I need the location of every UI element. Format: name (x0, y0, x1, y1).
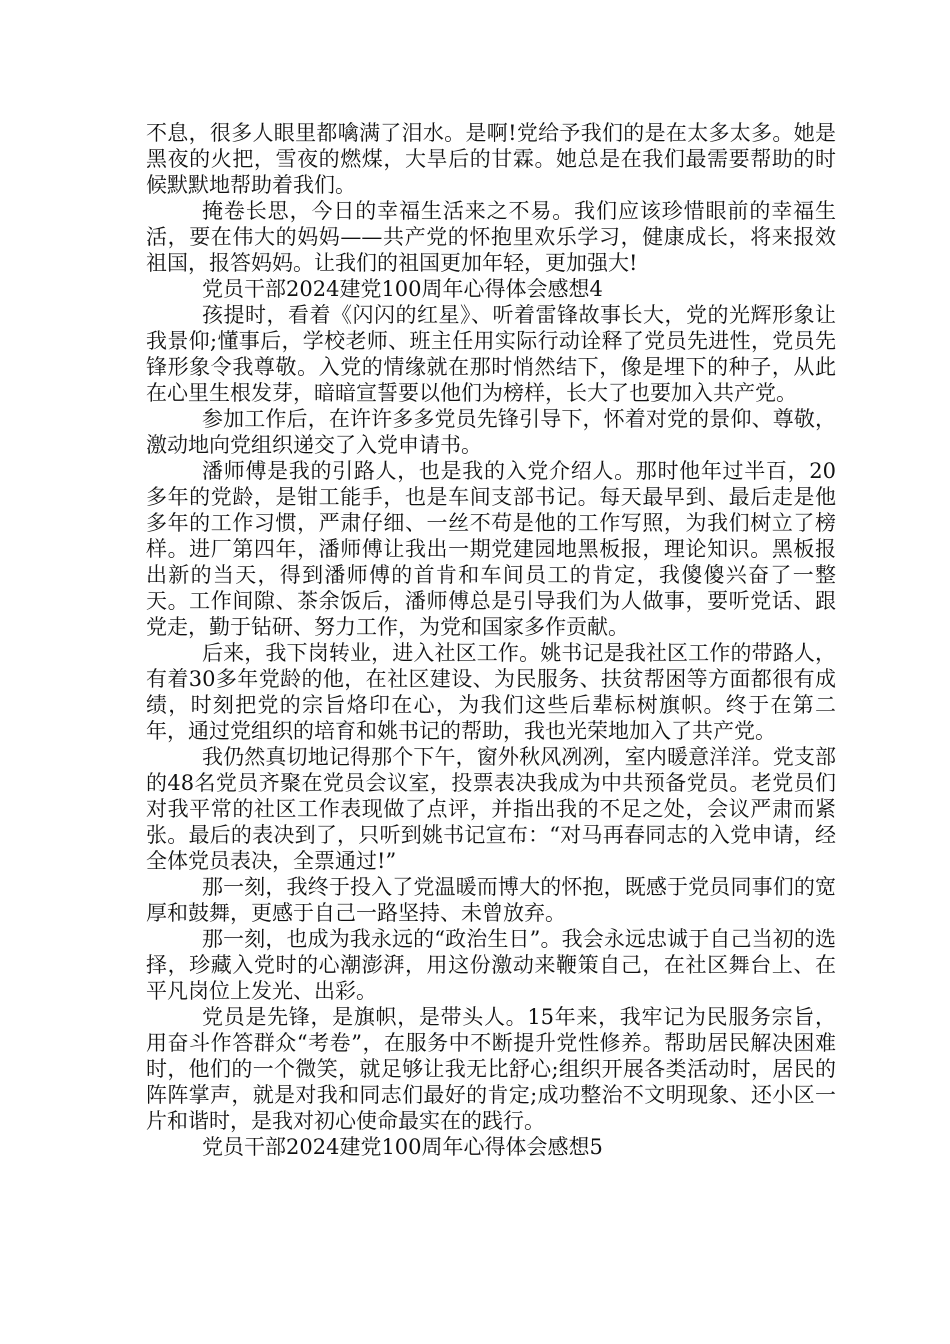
paragraph-5: 潘师傅是我的引路人，也是我的入党介绍人。那时他年过半百，20多年的党龄，是钳工能手，也是车间支部书记。每天最早到、最后走是他多年的工作习惯，严肃仔细、一丝不苟是他的工作写照，为我们树立了榜样。进厂第四年，潘师傅让我出一期党建园地黑板报，理论知识。黑板报出新的当天，得到潘师傅的首肯和车间员工的肯定，我傻傻兴奋了一整天。工作间隙、茶余饭后，潘师傅总是引导我们为人做事，要听党话、跟党走，勤于钻研、努力工作，为党和国家多作贡献。 (146, 459, 836, 639)
paragraph-4: 参加工作后，在许许多多党员先锋引导下，怀着对党的景仰、尊敬，激动地向党组织递交了入党申请书。 (146, 407, 836, 457)
paragraph-1: 不息，很多人眼里都噙满了泪水。是啊!党给予我们的是在太多太多。她是黑夜的火把，雪夜的燃煤，大旱后的甘霖。她总是在我们最需要帮助的时候默默地帮助着我们。 (146, 121, 836, 197)
section-heading-5: 党员干部2024建党100周年心得体会感想5 (202, 1135, 603, 1159)
paragraph-6: 后来，我下岗转业，进入社区工作。姚书记是我社区工作的带路人，有着30多年党龄的他，在社区建设、为民服务、扶贫帮困等方面都很有成绩，时刻把党的宗旨烙印在心，为我们这些后辈标树旗帜。终于在第二年，通过党组织的培育和姚书记的帮助，我也光荣地加入了共产党。 (146, 641, 836, 743)
document-body (146, 120, 836, 1160)
paragraph-10: 党员是先锋，是旗帜，是带头人。15年来，我牢记为民服务宗旨，用奋斗作答群众“考卷”，在服务中不断提升党性修养。帮助居民解决困难时，他们的一个微笑，就足够让我无比舒心;组织开展各类活动时，居民的阵阵掌声，就是对我和同志们最好的肯定;成功整治不文明现象、还小区一片和谐时，是我对初心使命最实在的践行。 (146, 1005, 836, 1133)
paragraph-9: 那一刻，也成为我永远的“政治生日”。我会永远忠诚于自己当初的选择，珍藏入党时的心潮澎湃，用这份激动来鞭策自己，在社区舞台上、在平凡岗位上发光、出彩。 (146, 927, 836, 1003)
paragraph-7: 我仍然真切地记得那个下午，窗外秋风冽冽，室内暖意洋洋。党支部的48名党员齐聚在党员会议室，投票表决我成为中共预备党员。老党员们对我平常的社区工作表现做了点评，并指出我的不足之处，会议严肃而紧张。最后的表决到了，只听到姚书记宣布：“对马再春同志的入党申请，经全体党员表决，全票通过!” (146, 745, 836, 873)
paragraph-8: 那一刻，我终于投入了党温暖而博大的怀抱，既感于党员同事们的宽厚和鼓舞，更感于自己一路坚持、未曾放弃。 (146, 875, 836, 925)
paragraph-2: 掩卷长思，今日的幸福生活来之不易。我们应该珍惜眼前的幸福生活，要在伟大的妈妈——共产党的怀抱里欢乐学习，健康成长，将来报效祖国，报答妈妈。让我们的祖国更加年轻，更加强大! (146, 199, 836, 275)
section-heading-4: 党员干部2024建党100周年心得体会感想4 (202, 277, 603, 301)
paragraph-3: 孩提时，看着《闪闪的红星》、听着雷锋故事长大，党的光辉形象让我景仰;懂事后，学校老师、班主任用实际行动诠释了党员先进性，党员先锋形象令我尊敬。入党的情缘就在那时悄然结下，像是埋下的种子，从此在心里生根发芽，暗暗宣誓要以他们为榜样，长大了也要加入共产党。 (146, 303, 836, 405)
